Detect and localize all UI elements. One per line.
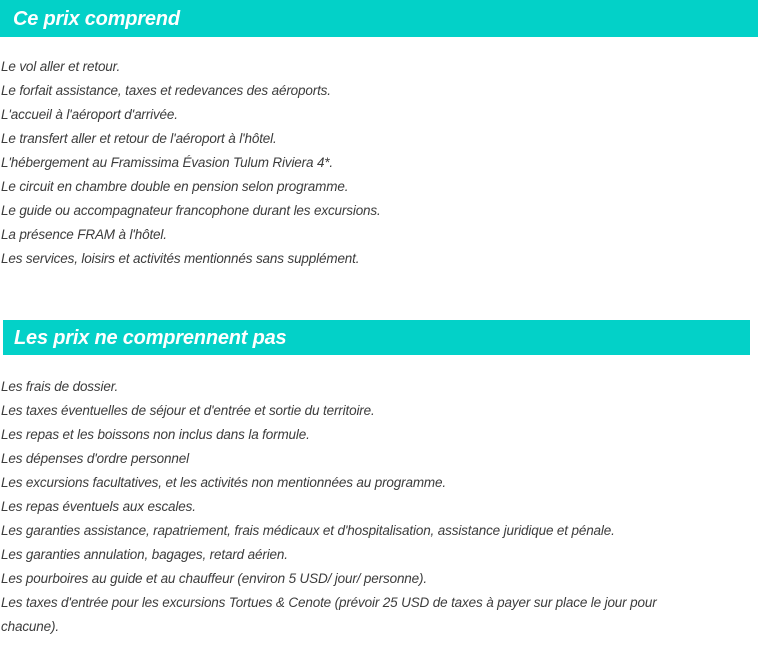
list-item: Les garanties annulation, bagages, retard aérien.	[1, 547, 288, 562]
list-item: Le forfait assistance, taxes et redevances des aéroports.	[1, 83, 331, 98]
list-item: Le guide ou accompagnateur francophone durant les excursions.	[1, 203, 381, 218]
list-item: Les services, loisirs et activités mentionnés sans supplément.	[1, 251, 360, 266]
excluded-items-list	[0, 375, 758, 639]
included-items-list	[0, 55, 758, 271]
list-item: Les repas éventuels aux escales.	[1, 499, 196, 514]
list-item: Le circuit en chambre double en pension selon programme.	[1, 179, 349, 194]
section-title-excluded: Les prix ne comprennent pas	[14, 326, 287, 349]
list-item: La présence FRAM à l'hôtel.	[1, 227, 167, 242]
list-item: Les dépenses d'ordre personnel	[1, 451, 189, 466]
list-item: Les taxes éventuelles de séjour et d'entrée et sortie du territoire.	[1, 403, 375, 418]
list-item: Les repas et les boissons non inclus dans la formule.	[1, 427, 310, 442]
list-item: Les pourboires au guide et au chauffeur (environ 5 USD/ jour/ personne).	[1, 571, 427, 586]
list-item: Le transfert aller et retour de l'aéroport à l'hôtel.	[1, 131, 277, 146]
list-item: Les frais de dossier.	[1, 379, 119, 394]
list-item: L'accueil à l'aéroport d'arrivée.	[1, 107, 178, 122]
list-item: Le vol aller et retour.	[1, 59, 121, 74]
section-header-included	[0, 0, 758, 37]
list-item: Les garanties assistance, rapatriement, frais médicaux et d'hospitalisation, assistance juridique et pénale.	[1, 523, 615, 538]
section-header-excluded	[3, 320, 750, 355]
list-item: L'hébergement au Framissima Évasion Tulum Riviera 4*.	[1, 155, 334, 170]
list-item: Les taxes d'entrée pour les excursions Tortues & Cenote (prévoir 25 USD de taxes à payer sur place le jour pour chacune).	[1, 595, 657, 634]
list-item: Les excursions facultatives, et les activités non mentionnées au programme.	[1, 475, 446, 490]
section-title-included: Ce prix comprend	[13, 7, 180, 30]
